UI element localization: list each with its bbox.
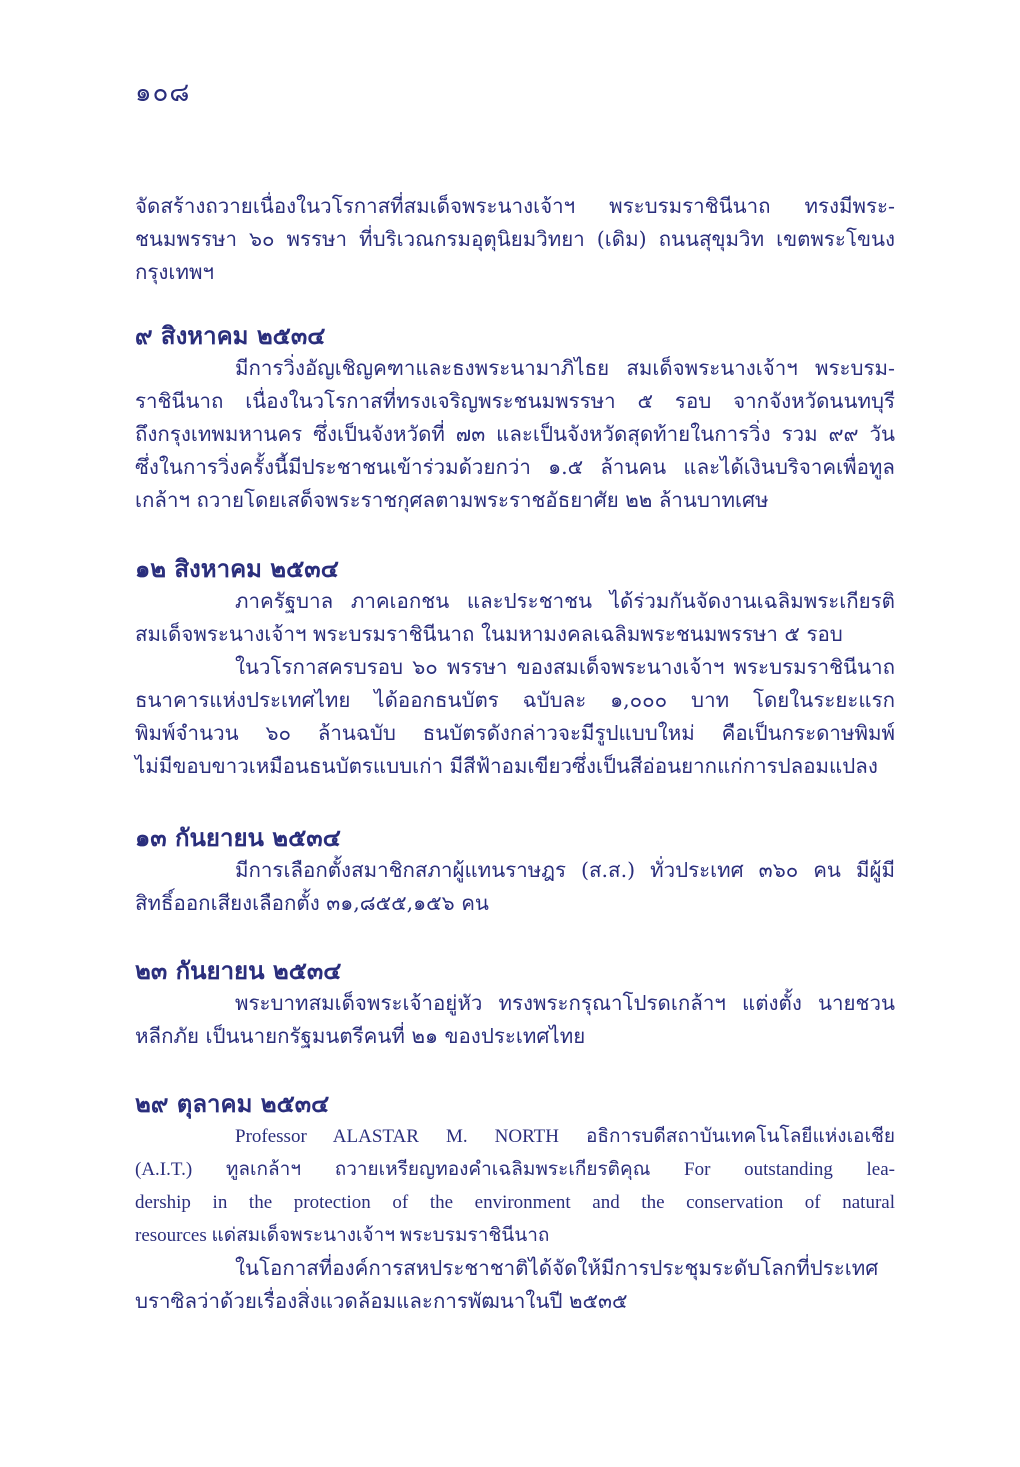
entry-date-heading: ๑๓ กันยายน ๒๕๓๔ bbox=[135, 823, 341, 852]
entry-date-heading: ๙ สิงหาคม ๒๕๓๔ bbox=[135, 321, 326, 350]
paragraph-line: กรุงเทพฯ bbox=[135, 260, 214, 284]
paragraph-line: ในโอกาสที่องค์การสหประชาชาติได้จัดให้มีการประชุมระดับโลกที่ประเทศ bbox=[235, 1256, 879, 1280]
paragraph-line: สิทธิ์ออกเสียงเลือกตั้ง ๓๑,๘๕๕,๑๕๖ คน bbox=[135, 891, 489, 915]
entry-date-heading: ๑๒ สิงหาคม ๒๕๓๔ bbox=[135, 554, 339, 583]
entry-13-september bbox=[135, 822, 895, 920]
paragraph-line: สมเด็จพระนางเจ้าฯ พระบรมราชินีนาถ ในมหามงคลเฉลิมพระชนมพรรษา ๕ รอบ bbox=[135, 622, 843, 646]
paragraph-line: ธนาคารแห่งประเทศไทย ได้ออกธนบัตร ฉบับละ ๑,๐๐๐ บาท โดยในระยะแรก bbox=[135, 688, 895, 712]
paragraph-line: ชนมพรรษา ๖๐ พรรษา ที่บริเวณกรมอุตุนิยมวิทยา (เดิม) ถนนสุขุมวิท เขตพระโขนง bbox=[135, 227, 895, 251]
paragraph-line: ภาครัฐบาล ภาคเอกชน และประชาชน ได้ร่วมกันจัดงานเฉลิมพระเกียรติ bbox=[235, 589, 895, 613]
paragraph-line: (A.I.T.) ทูลเกล้าฯ ถวายเหรียญทองคำเฉลิมพระเกียรติคุณ For outstanding lea- bbox=[135, 1159, 895, 1180]
paragraph-line: ในวโรกาสครบรอบ ๖๐ พรรษา ของสมเด็จพระนางเจ้าฯ พระบรมราชินีนาถ bbox=[235, 655, 895, 679]
paragraph-line: ราชินีนาถ เนื่องในวโรกาสที่ทรงเจริญพระชนมพรรษา ๕ รอบ จากจังหวัดนนทบุรี bbox=[135, 389, 895, 413]
paragraph-line: พิมพ์จำนวน ๖๐ ล้านฉบับ ธนบัตรดังกล่าวจะมีรูปแบบใหม่ คือเป็นกระดาษพิมพ์ bbox=[135, 721, 895, 745]
paragraph-line: บราซิลว่าด้วยเรื่องสิ่งแวดล้อมและการพัฒนาในปี ๒๕๓๕ bbox=[135, 1289, 628, 1313]
entry-29-october bbox=[135, 1088, 895, 1318]
paragraph-line: dership in the protection of the environment and the conservation of natural bbox=[135, 1192, 895, 1213]
paragraph-line: ซึ่งในการวิ่งครั้งนี้มีประชาชนเข้าร่วมด้วยกว่า ๑.๕ ล้านคน และได้เงินบริจาคเพื่อทูล bbox=[135, 455, 895, 479]
paragraph-line: พระบาทสมเด็จพระเจ้าอยู่หัว ทรงพระกรุณาโปรดเกล้าฯ แต่งตั้ง นายชวน bbox=[235, 991, 895, 1015]
entry-date-heading: ๒๙ ตุลาคม ๒๕๓๔ bbox=[135, 1089, 330, 1118]
entry-date-heading: ๒๓ กันยายน ๒๕๓๔ bbox=[135, 956, 342, 985]
paragraph-line: จัดสร้างถวายเนื่องในวโรกาสที่สมเด็จพระนางเจ้าฯ พระบรมราชินีนาถ ทรงมีพระ- bbox=[135, 194, 895, 218]
paragraph-line: เกล้าฯ ถวายโดยเสด็จพระราชกุศลตามพระราชอัธยาศัย ๒๒ ล้านบาทเศษ bbox=[135, 488, 769, 512]
paragraph-line: resources แด่สมเด็จพระนางเจ้าฯ พระบรมราชินีนาถ bbox=[135, 1225, 550, 1246]
paragraph-line: มีการวิ่งอัญเชิญคฑาและธงพระนามาภิไธย สมเด็จพระนางเจ้าฯ พระบรม- bbox=[235, 356, 895, 380]
entry-23-september bbox=[135, 955, 895, 1053]
intro-paragraph bbox=[135, 190, 895, 289]
page-number: ๑๐๘ bbox=[135, 78, 191, 108]
paragraph-line: Professor ALASTAR M. NORTH อธิการบดีสถาบันเทคโนโลยีแห่งเอเชีย bbox=[235, 1126, 895, 1147]
entry-9-august bbox=[135, 320, 895, 517]
paragraph-line: หลีกภัย เป็นนายกรัฐมนตรีคนที่ ๒๑ ของประเทศไทย bbox=[135, 1024, 586, 1048]
paragraph-line: ไม่มีขอบขาวเหมือนธนบัตรแบบเก่า มีสีฟ้าอมเขียวซึ่งเป็นสีอ่อนยากแก่การปลอมแปลง bbox=[135, 754, 878, 778]
paragraph-line: มีการเลือกตั้งสมาชิกสภาผู้แทนราษฎร (ส.ส.) ทั่วประเทศ ๓๖๐ คน มีผู้มี bbox=[235, 858, 895, 882]
paragraph-line: ถึงกรุงเทพมหานคร ซึ่งเป็นจังหวัดที่ ๗๓ และเป็นจังหวัดสุดท้ายในการวิ่ง รวม ๙๙ วัน bbox=[135, 422, 895, 446]
entry-12-august bbox=[135, 553, 895, 783]
